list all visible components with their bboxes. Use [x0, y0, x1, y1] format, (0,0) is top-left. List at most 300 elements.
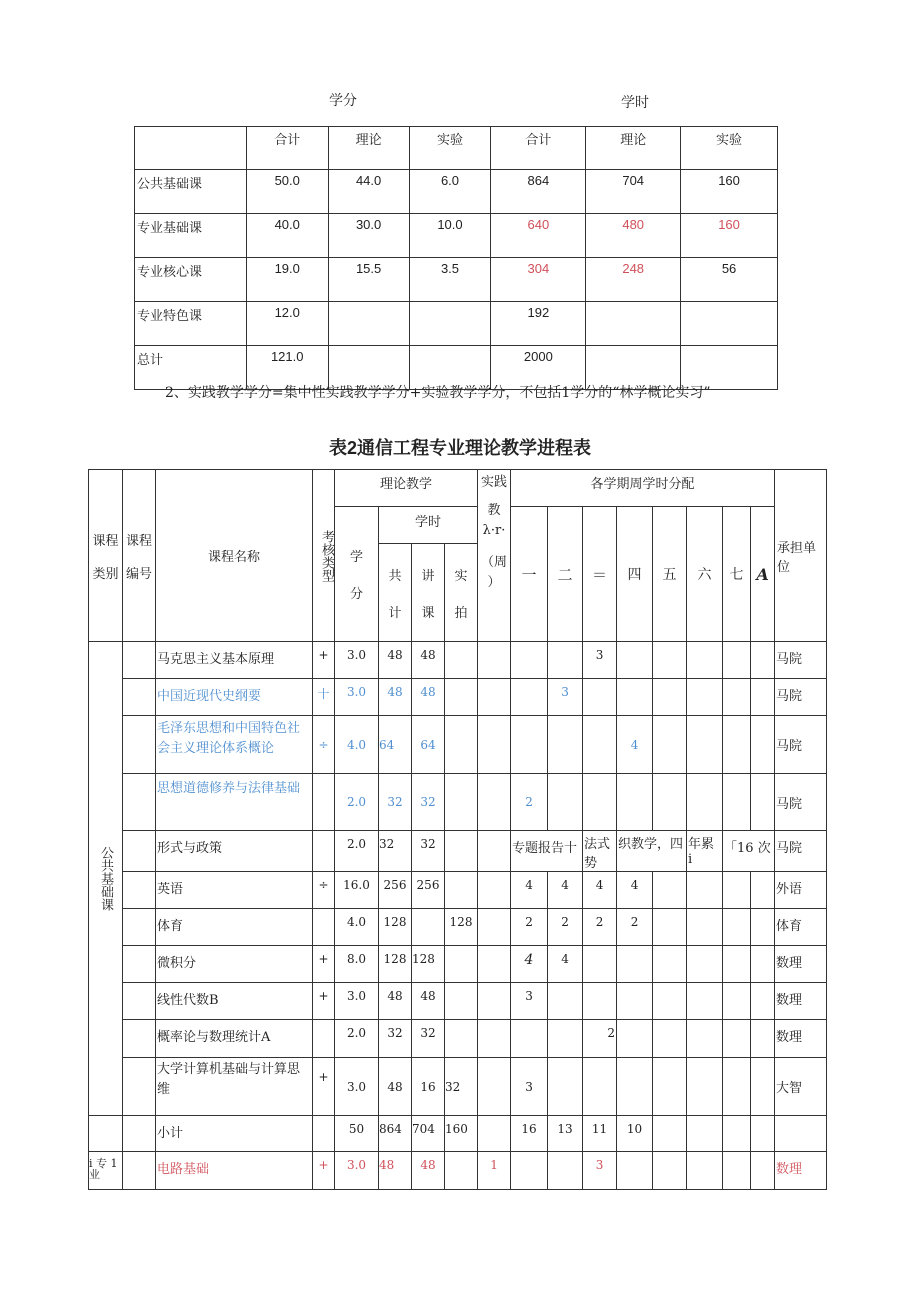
semester-hours — [511, 1020, 548, 1058]
exam-type — [313, 774, 335, 831]
practice-weeks — [478, 909, 511, 946]
course-code — [123, 831, 156, 872]
summary-cell: 19.0 — [246, 258, 328, 302]
teaching-unit: 马院 — [775, 831, 827, 872]
course-code — [123, 872, 156, 909]
semester-hours — [687, 1020, 723, 1058]
header-unit-line2: 位 — [777, 559, 791, 575]
semester-hours — [583, 983, 617, 1020]
semester-hours — [653, 983, 687, 1020]
summary-row — [135, 214, 778, 258]
header-category — [89, 470, 123, 642]
semester-hours — [653, 642, 687, 679]
lecture-hours: 32 — [412, 774, 445, 831]
summary-cell: 121.0 — [246, 346, 328, 390]
semester-hours — [751, 1116, 775, 1152]
exam-type: 十 — [313, 679, 335, 716]
semester-hours: 2 — [511, 909, 548, 946]
summary-header-row — [135, 127, 778, 170]
summary-note: 2、实践教学学分=集中性实践教学学分+实验教学学分，不包括1学分的“林学概论实习” — [165, 385, 711, 401]
total-hours: 48 — [379, 1152, 412, 1190]
semester-hours — [617, 679, 653, 716]
table-row-subtotal — [89, 1116, 827, 1152]
course-code — [123, 679, 156, 716]
summary-cell: 704 — [586, 170, 681, 214]
lecture-hours: 32 — [412, 1020, 445, 1058]
semester-1: 一 — [511, 507, 548, 642]
practice-weeks — [478, 716, 511, 774]
summary-row — [135, 258, 778, 302]
header-theory: 理论教学 — [335, 470, 478, 507]
total-hours: 128 — [379, 909, 412, 946]
exam-type: ÷ — [313, 716, 335, 774]
semester-hours — [751, 642, 775, 679]
semester-hours: 2 — [617, 909, 653, 946]
semester-hours — [617, 1058, 653, 1116]
course-code — [123, 909, 156, 946]
lecture-hours: 48 — [412, 679, 445, 716]
teaching-unit — [775, 1116, 827, 1152]
summary-cell: 44.0 — [328, 170, 409, 214]
course-name: 中国近现代史纲要 — [156, 679, 313, 716]
semester-hours — [653, 774, 687, 831]
course-code — [123, 774, 156, 831]
course-code — [123, 642, 156, 679]
summary-row-name: 公共基础课 — [135, 170, 247, 214]
semester-hours: 4 — [617, 716, 653, 774]
credit: 3.0 — [335, 679, 379, 716]
semester-hours — [751, 679, 775, 716]
exam-type: + — [313, 946, 335, 983]
header-course-name: 课程名称 — [156, 470, 313, 642]
lecture-hours: 32 — [412, 831, 445, 872]
summary-hours-group-label: 学时 — [621, 95, 649, 111]
course-name: 毛泽东思想和中国特色社会主义理论体系概论 — [156, 716, 313, 774]
semester-hours — [653, 872, 687, 909]
lecture-hours: 16 — [412, 1058, 445, 1116]
semester-hours — [751, 774, 775, 831]
header-unit — [775, 470, 827, 642]
semester-hours — [617, 642, 653, 679]
semester-hours — [751, 872, 775, 909]
semester-hours — [653, 1058, 687, 1116]
exam-type: + — [313, 983, 335, 1020]
semester-hours — [723, 872, 751, 909]
lab-hours — [445, 831, 478, 872]
total-hours: 64 — [379, 716, 412, 774]
header-total-line2: 计 — [388, 605, 402, 621]
summary-row-name: 专业基础课 — [135, 214, 247, 258]
semester-hours — [548, 642, 583, 679]
header-total-line1: 共 — [388, 568, 402, 584]
practice-weeks — [478, 946, 511, 983]
semester-hours: 3 — [583, 1152, 617, 1190]
practice-weeks — [478, 1116, 511, 1152]
course-name: 电路基础 — [156, 1152, 313, 1190]
table-row — [89, 946, 827, 983]
semester-hours — [723, 774, 751, 831]
category-public-cell — [89, 642, 123, 1116]
summary-cell: 30.0 — [328, 214, 409, 258]
credit: 2.0 — [335, 831, 379, 872]
summary-cell: 480 — [586, 214, 681, 258]
lecture-hours: 128 — [412, 946, 445, 983]
semester-hours — [617, 1020, 653, 1058]
exam-type: + — [313, 1152, 335, 1190]
practice-weeks — [478, 642, 511, 679]
table-row — [89, 831, 827, 872]
semester-7: 七 — [723, 507, 751, 642]
teaching-unit: 大智 — [775, 1058, 827, 1116]
semester-hours — [548, 1058, 583, 1116]
semester-hours — [687, 774, 723, 831]
semester-hours: 2 — [511, 774, 548, 831]
semester-hours: 16 — [511, 1116, 548, 1152]
semester-hours — [751, 909, 775, 946]
semester-hours — [511, 716, 548, 774]
total-hours: 32 — [379, 1020, 412, 1058]
lecture-hours — [412, 909, 445, 946]
semester-hours — [548, 716, 583, 774]
teaching-unit: 外语 — [775, 872, 827, 909]
semester-hours — [653, 1152, 687, 1190]
semester-8: A — [751, 507, 775, 642]
header-lab-hours — [445, 544, 478, 642]
semester-hours — [723, 909, 751, 946]
summary-cell — [681, 302, 778, 346]
lecture-hours: 48 — [412, 983, 445, 1020]
semester-hours: 2 — [548, 909, 583, 946]
semester-hours: 4 — [548, 946, 583, 983]
credit: 3.0 — [335, 983, 379, 1020]
semester-hours — [653, 716, 687, 774]
practice-weeks: 1 — [478, 1152, 511, 1190]
summary-row-name: 总计 — [135, 346, 247, 390]
policy-note-a: 专题报告十 — [511, 831, 583, 872]
summary-cell: 864 — [491, 170, 586, 214]
lab-hours — [445, 1020, 478, 1058]
semester-hours — [687, 1116, 723, 1152]
course-name: 马克思主义基本原理 — [156, 642, 313, 679]
exam-type — [313, 1116, 335, 1152]
semester-hours — [751, 1020, 775, 1058]
header-lecture-line1: 讲 — [421, 568, 435, 584]
lab-hours — [445, 872, 478, 909]
total-hours: 256 — [379, 872, 412, 909]
header-lecture-hours — [412, 544, 445, 642]
semester-hours: 4 — [511, 946, 548, 983]
total-hours: 48 — [379, 1058, 412, 1116]
lab-hours: 32 — [445, 1058, 478, 1116]
lab-hours — [445, 774, 478, 831]
lab-hours — [445, 679, 478, 716]
practice-weeks — [478, 983, 511, 1020]
course-code — [123, 946, 156, 983]
summary-cell: 50.0 — [246, 170, 328, 214]
course-name: 大学计算机基础与计算思维 — [156, 1058, 313, 1116]
semester-2: 二 — [548, 507, 583, 642]
summary-cell: 640 — [491, 214, 586, 258]
semester-hours — [583, 679, 617, 716]
semester-hours: 10 — [617, 1116, 653, 1152]
semester-hours — [723, 946, 751, 983]
summary-header-hours-total: 合计 — [491, 127, 586, 170]
semester-hours — [548, 774, 583, 831]
semester-hours — [723, 1020, 751, 1058]
total-hours: 32 — [379, 774, 412, 831]
lab-hours — [445, 946, 478, 983]
semester-3: ＝ — [583, 507, 617, 642]
practice-weeks — [478, 774, 511, 831]
semester-hours — [723, 679, 751, 716]
table-title: 表2通信工程专业理论教学进程表 — [328, 438, 591, 458]
semester-hours — [723, 1152, 751, 1190]
summary-header-hours-lab: 实验 — [681, 127, 778, 170]
semester-hours — [751, 946, 775, 983]
header-practice-line5: ） — [487, 575, 501, 590]
table-row — [89, 983, 827, 1020]
category-public-label: 公共基础课 — [98, 846, 113, 911]
course-code — [123, 1152, 156, 1190]
credit: 3.0 — [335, 642, 379, 679]
semester-hours — [687, 1152, 723, 1190]
semester-hours — [583, 1058, 617, 1116]
header-practice — [478, 470, 511, 642]
semester-hours — [687, 946, 723, 983]
summary-cell: 3.5 — [409, 258, 491, 302]
semester-5: 五 — [653, 507, 687, 642]
header-hours: 学时 — [379, 507, 478, 544]
summary-cell: 160 — [681, 170, 778, 214]
total-hours: 48 — [379, 679, 412, 716]
course-code — [123, 1116, 156, 1152]
semester-hours — [617, 983, 653, 1020]
semester-hours — [653, 909, 687, 946]
course-name: 思想道德修养与法律基础 — [156, 774, 313, 831]
table-row — [89, 716, 827, 774]
semester-hours — [511, 679, 548, 716]
policy-note-e: 「16 次 — [723, 831, 775, 872]
semester-hours — [548, 983, 583, 1020]
semester-hours: 4 — [583, 872, 617, 909]
teaching-progress-table — [88, 469, 827, 1190]
semester-hours — [511, 642, 548, 679]
header-semester-group: 各学期周学时分配 — [511, 470, 775, 507]
semester-hours — [751, 1058, 775, 1116]
semester-hours — [687, 872, 723, 909]
credit: 2.0 — [335, 774, 379, 831]
semester-hours — [687, 909, 723, 946]
credit: 4.0 — [335, 716, 379, 774]
teaching-unit: 马院 — [775, 716, 827, 774]
semester-hours — [548, 1152, 583, 1190]
table-row — [89, 1058, 827, 1116]
exam-type: + — [313, 642, 335, 679]
course-name: 小计 — [156, 1116, 313, 1152]
lecture-hours: 48 — [412, 642, 445, 679]
course-name: 体育 — [156, 909, 313, 946]
course-code — [123, 983, 156, 1020]
semester-hours — [511, 1152, 548, 1190]
course-name: 线性代数B — [156, 983, 313, 1020]
lecture-hours: 48 — [412, 1152, 445, 1190]
course-name: 概率论与数理统计A — [156, 1020, 313, 1058]
header-lab-line2: 拍 — [454, 605, 468, 621]
summary-header-credit-total: 合计 — [246, 127, 328, 170]
semester-hours — [687, 1058, 723, 1116]
semester-hours — [583, 774, 617, 831]
summary-table — [134, 126, 778, 390]
header-lecture-line2: 课 — [421, 605, 435, 621]
header-practice-line4: （周 — [481, 555, 508, 570]
semester-hours: 2 — [583, 909, 617, 946]
semester-hours: 2 — [583, 1020, 617, 1058]
header-category-line1: 课程 — [92, 533, 119, 549]
teaching-unit: 数理 — [775, 1020, 827, 1058]
lecture-hours: 64 — [412, 716, 445, 774]
credit: 50 — [335, 1116, 379, 1152]
summary-header-credit-lab: 实验 — [409, 127, 491, 170]
course-name: 英语 — [156, 872, 313, 909]
lab-hours — [445, 642, 478, 679]
semester-hours: 3 — [511, 983, 548, 1020]
lecture-hours: 704 — [412, 1116, 445, 1152]
exam-type — [313, 909, 335, 946]
semester-hours — [617, 774, 653, 831]
lab-hours: 128 — [445, 909, 478, 946]
exam-type: ÷ — [313, 872, 335, 909]
total-hours: 32 — [379, 831, 412, 872]
summary-cell: 6.0 — [409, 170, 491, 214]
semester-hours — [723, 642, 751, 679]
semester-hours — [751, 716, 775, 774]
course-name: 微积分 — [156, 946, 313, 983]
practice-weeks — [478, 872, 511, 909]
semester-hours — [617, 946, 653, 983]
credit: 3.0 — [335, 1058, 379, 1116]
exam-type: + — [313, 1058, 335, 1116]
semester-hours — [687, 642, 723, 679]
credit: 3.0 — [335, 1152, 379, 1190]
table-header-row — [89, 470, 827, 507]
course-code — [123, 1058, 156, 1116]
table-row — [89, 909, 827, 946]
semester-4: 四 — [617, 507, 653, 642]
teaching-unit: 数理 — [775, 946, 827, 983]
exam-type — [313, 1020, 335, 1058]
policy-note-b: 法式势 — [583, 831, 617, 872]
table-row — [89, 679, 827, 716]
header-credit-line1: 学 — [349, 550, 363, 565]
course-code — [123, 716, 156, 774]
header-category-line2: 类别 — [92, 566, 119, 582]
semester-hours: 4 — [511, 872, 548, 909]
semester-hours — [751, 1152, 775, 1190]
summary-row — [135, 170, 778, 214]
course-code — [123, 1020, 156, 1058]
header-practice-line3: λ·r· — [482, 523, 506, 538]
total-hours: 128 — [379, 946, 412, 983]
summary-row — [135, 302, 778, 346]
practice-weeks — [478, 679, 511, 716]
semester-hours — [583, 946, 617, 983]
practice-weeks — [478, 1058, 511, 1116]
header-practice-line2: 教 — [487, 503, 501, 518]
summary-cell: 12.0 — [246, 302, 328, 346]
header-practice-line1: 实践 — [481, 475, 508, 490]
table-row — [89, 774, 827, 831]
summary-cell: 56 — [681, 258, 778, 302]
category-cell — [89, 1116, 123, 1152]
teaching-unit: 体育 — [775, 909, 827, 946]
table-row — [89, 872, 827, 909]
summary-row-name: 专业特色课 — [135, 302, 247, 346]
header-code-line2: 编号 — [125, 566, 152, 582]
semester-hours — [653, 1116, 687, 1152]
semester-hours — [653, 946, 687, 983]
table-row — [89, 1020, 827, 1058]
semester-hours — [723, 983, 751, 1020]
summary-header-credit-theory: 理论 — [328, 127, 409, 170]
header-code-line1: 课程 — [125, 533, 152, 549]
summary-cell: 192 — [491, 302, 586, 346]
semester-hours: 11 — [583, 1116, 617, 1152]
semester-hours — [687, 983, 723, 1020]
summary-row-name: 专业核心课 — [135, 258, 247, 302]
header-exam-type-text: 考核类型 — [319, 529, 334, 582]
header-credit — [335, 507, 379, 642]
semester-hours — [723, 716, 751, 774]
summary-cell: 2000 — [491, 346, 586, 390]
summary-cell: 15.5 — [328, 258, 409, 302]
semester-hours — [723, 1058, 751, 1116]
summary-cell: 248 — [586, 258, 681, 302]
category-major-cell: i 专 1 业 — [89, 1152, 123, 1190]
credit: 2.0 — [335, 1020, 379, 1058]
policy-note-c: 织教学，四 — [617, 831, 687, 872]
credit: 16.0 — [335, 872, 379, 909]
credit: 4.0 — [335, 909, 379, 946]
summary-cell — [586, 302, 681, 346]
teaching-unit: 数理 — [775, 983, 827, 1020]
practice-weeks — [478, 831, 511, 872]
exam-type — [313, 831, 335, 872]
header-exam-type — [313, 470, 335, 642]
header-credit-line2: 分 — [349, 587, 363, 602]
summary-header-hours-theory: 理论 — [586, 127, 681, 170]
summary-cell: 40.0 — [246, 214, 328, 258]
header-lab-line1: 实 — [454, 568, 468, 584]
header-unit-line1: 承担单 — [777, 540, 817, 556]
lab-hours — [445, 1152, 478, 1190]
policy-note-d: 年累 i — [687, 831, 723, 872]
practice-weeks — [478, 1020, 511, 1058]
semester-hours — [723, 1116, 751, 1152]
header-code — [123, 470, 156, 642]
course-name: 形式与政策 — [156, 831, 313, 872]
teaching-unit: 马院 — [775, 642, 827, 679]
semester-hours — [653, 679, 687, 716]
semester-hours — [617, 1152, 653, 1190]
table-row — [89, 1152, 827, 1190]
semester-hours: 13 — [548, 1116, 583, 1152]
lab-hours: 160 — [445, 1116, 478, 1152]
semester-hours: 4 — [548, 872, 583, 909]
total-hours: 864 — [379, 1116, 412, 1152]
semester-hours: 3 — [583, 642, 617, 679]
lecture-hours: 256 — [412, 872, 445, 909]
teaching-unit: 数理 — [775, 1152, 827, 1190]
